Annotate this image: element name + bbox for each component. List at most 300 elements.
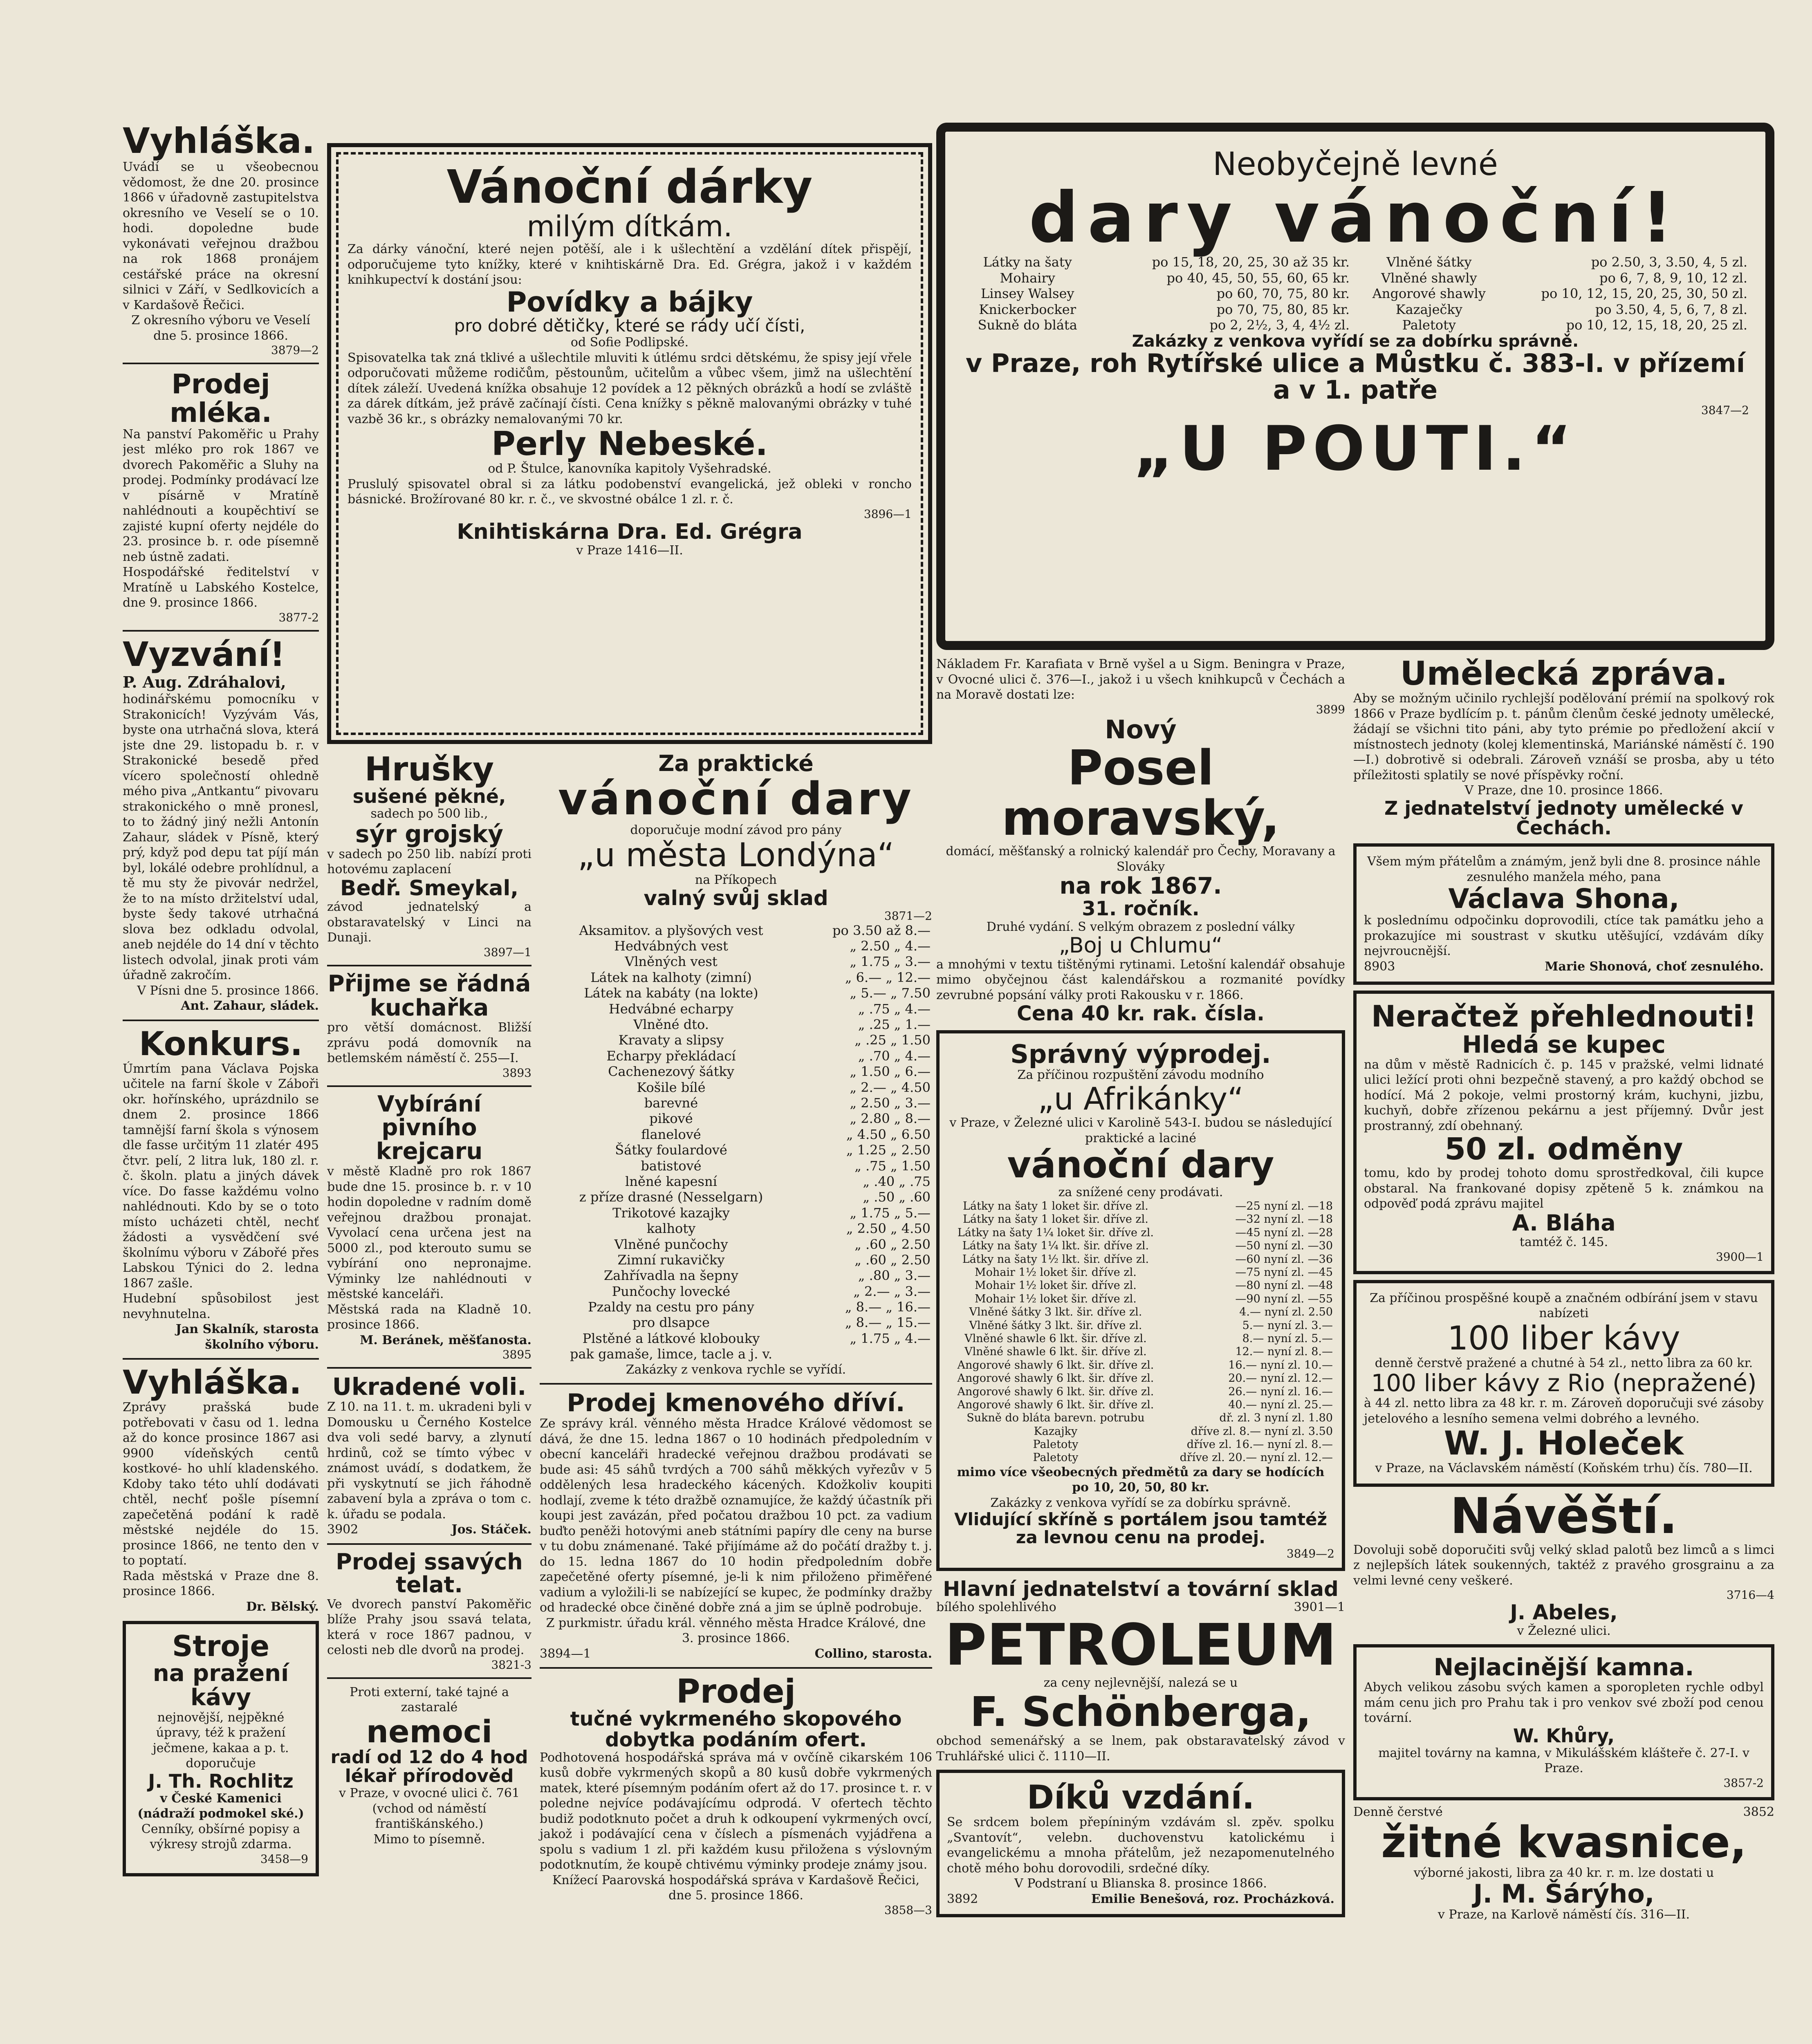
divider — [327, 965, 531, 966]
darky-subheading: milým dítkám. — [527, 209, 733, 243]
item-name: Paletoty — [1033, 1451, 1079, 1464]
price-row — [540, 954, 932, 969]
right-subcol-right — [1353, 654, 1774, 1923]
price-row — [947, 1332, 1334, 1345]
drivi-footer — [540, 1646, 932, 1662]
column-left — [123, 123, 319, 2044]
item-name: Trikotové kazajky — [612, 1205, 730, 1221]
item-price: „ 2.80 „ 8.— — [850, 1111, 931, 1127]
dary-shop-name: „U POUTI.“ — [1133, 413, 1577, 484]
item-name: Látky na šaty — [983, 254, 1072, 270]
vyprodej-address: v Praze, v Železné ulici v Karolině 543-I. budou se následující praktické a laciné — [949, 1116, 1332, 1145]
dobytka-subheading: tučné vykrmeného skopového dobytka podáním ofert. — [570, 1708, 902, 1751]
item-price: —75 nyní zl. —45 — [1235, 1266, 1333, 1279]
item-price: „ .25 „ 1.50 — [854, 1032, 931, 1048]
petroleum-name: F. Schönberga, — [970, 1688, 1312, 1736]
price-row — [540, 1205, 932, 1221]
price-row — [1359, 302, 1749, 317]
item-price: „ 5.— „ 7.50 — [850, 985, 931, 1001]
londyn-heading: vánoční dary — [558, 772, 914, 825]
item-price: „ 1.25 „ 2.50 — [846, 1142, 931, 1158]
price-row — [540, 1158, 932, 1174]
petroleum-intro: Hlavní jednatelství a tovární sklad — [943, 1577, 1339, 1601]
item-price: „ 2.50 „ 3.— — [850, 1095, 931, 1111]
shon-text2: k poslednímu odpočinku doprovodili, ctíce tak památku jeho a prokazujíce mi soustrast v skutku utěšující, vzdávám díky nejvroucnější. — [1364, 913, 1764, 959]
item-name: Pzaldy na cestu pro pány — [588, 1299, 754, 1315]
posel-intro-number: 3899 — [1316, 702, 1345, 716]
price-row — [540, 1252, 932, 1268]
vyhlaska-text: Uvádí se u všeobecnou vědomost, že dne 20. prosince 1866 v úřadovně zastupitelstva okresního ve Veselí se o 10. hodi. dopoledne bude vykonávati veřejnou dražbou na rok 1868 pronájem cestářské práce na okresní silnici v Září, v Sedlkovicích a v Kardašově Řečici. — [123, 160, 319, 312]
drivi-text: Ze správy král. věnného města Hradce Králové vědomost se dává, že dne 15. ledna 1867 o 10 hodinách předpoledním v obecní kanceláři hradecké veřejnou dražbou prodávati se bude asi: 45 sáhů tvrdých a 700 sáhů měkkých vyřezův v 5 oddělených lesa hradeckého kácených. Kdožkoliv koupiti hodlají, zveme k této dražbě oznamujíce, že každý účastník při koupi jest zavázán, před počatou dražbou 10 pct. za vadium buďto peněži hotovými aneb státními papíry dle ceny na burse v tu dobu známenané. Také přijímáme až do počátí dražby t. j. do 15. ledna 1867 do 10 hodin předpoledním dobře zapečetěné oferty písemné, je-li k nim přiloženo přiměřené vadium a vyložili-li se nabízející se kupec, že podmínky dražby od hradecké obce činěné dobře zná a jim se úplně podrobuje. — [540, 1416, 932, 1615]
price-row — [1359, 317, 1749, 333]
price-row — [540, 1237, 932, 1252]
diku-signature: V Podstraní u Blianska 8. prosince 1866. — [1014, 1876, 1267, 1891]
item-name: Vlněné dto. — [633, 1017, 709, 1033]
povidky-text: Spisovatelka tak zná tklivé a ušlechtile mluviti k útlému srdci dětskému, že spisy její vřele odporučovati můžeme rodičům, pěstounům, učitelům a vůbec všem, jimž na ušlechtění dítek záleží. Uvedená knížka obsahuje 12 povídek a 12 pěkných obrázků a hodí se zvláště za dárek dítkám, jež právě začínají čísti. Cena knížky s pěkně malovanými obrázky v tuhé vazbě 36 kr., s obrázky nemalovanými 70 kr. — [348, 350, 912, 426]
item-price: 4.— nyní zl. 2.50 — [1239, 1306, 1333, 1319]
price-row — [947, 1399, 1334, 1412]
dary-lists — [962, 254, 1749, 333]
vybirani-name: M. Beránek, měšťanosta. — [360, 1333, 531, 1347]
item-name: Látky na šaty 1½ lkt. šir. dříve zl. — [962, 1253, 1149, 1266]
price-row — [962, 302, 1351, 317]
item-name: Aksamitov. a plyšových vest — [579, 922, 763, 938]
navesti-number: 3716—4 — [1726, 1588, 1774, 1602]
item-name: Košile bílé — [637, 1079, 706, 1095]
umel-name: Z jednatelství jednoty umělecké v Čechách. — [1384, 797, 1744, 839]
shon-text: Všem mým přátelům a známým, jenž byli dne 8. prosince náhle zesnulého manžela mého, pana — [1367, 854, 1761, 884]
ssavych-heading: Prodej ssavých telat. — [336, 1549, 523, 1598]
perly-number: 3896—1 — [863, 507, 912, 521]
item-name: lněné kapesní — [625, 1173, 717, 1189]
item-price: „ .75 „ 4.— — [858, 1001, 931, 1017]
item-name: z příze drasné (Nesselgarn) — [579, 1189, 763, 1205]
prodej-mleka-number: 3877-2 — [278, 610, 319, 624]
item-name: Kazajky — [1034, 1425, 1078, 1438]
item-name: Paletoty — [1402, 317, 1456, 333]
divider — [123, 1358, 319, 1360]
londyn-sklad: valný svůj sklad — [644, 886, 828, 910]
odmena-text: tomu, kdo by prodej tohoto domu sprostředkoval, čili kupce obstaral. Na frankované dopisy zpěteně 5 k. známkou na odpověď podá zprávu majitel — [1364, 1166, 1764, 1211]
syr-text: v sadech po 250 lib. nabízí proti hotovému zaplacení — [327, 847, 531, 877]
price-row — [947, 1239, 1334, 1253]
price-row — [540, 970, 932, 985]
neracte-subheading: Hledá se kupec — [1462, 1030, 1666, 1058]
price-row — [947, 1412, 1334, 1425]
kava-heading-2: 100 liber kávy z Rio (nepražené) — [1371, 1369, 1757, 1397]
perly-author: od P. Štulce, kanovníka kapitoly Vyšehradské. — [488, 462, 771, 476]
kvasnice-name: J. M. Šárýho, — [1473, 1879, 1655, 1909]
vyzvani-text: hodinářskému pomocníku v Strakonicích! Vyzývám Vás, byste ona utrhačná slova, která jste dne 29. listopadu b. r. v Strakonické besedě před vícero společností ohledně mého piva „Antkantu“ pivovaru strakonického o mně pronesl, to to žádný jiný nežli Antonín Zahaur, sládek v Písně, který prý, když pod depu tat píjí mán byl, lokálé odebre prohlídnul, a tě mu sty že pivovár nedržel, že to na místo držitelství udal, byste šedy takové utrhačná slova bez odkladu odvolal, aneb nejdéle do 14 dní v těchto listech odvolal, jinak proti vám úřadně zakročím. — [123, 692, 319, 983]
vyhlaska-number: 3879—2 — [271, 343, 319, 357]
umel-text: Aby se možným učinilo rychlejší podělování prémií na spolkový rok 1866 v Praze bydlícím p. t. pánům členům české jednoty umělecké, žádají se všichni tito páni, aby tyto prémie po předložení akcií v místnostech jednoty (kolej klementinská, Mariánské náměstí č. 190—I.) dobrotivě si odebrali. Zároveň vznáší se prosba, aby u této příležitosti splatily se nové příspěvky roční. — [1353, 691, 1774, 782]
price-row — [947, 1319, 1334, 1332]
item-price: po 40, 45, 50, 55, 60, 65 kr. — [1166, 270, 1350, 286]
item-price: 8.— nyní zl. 5.— — [1242, 1332, 1333, 1345]
item-price: „ .60 „ 2.50 — [854, 1236, 931, 1252]
prodej-mleka-heading: Prodej mléka. — [170, 368, 272, 428]
vyprodej-ad — [936, 1030, 1345, 1571]
ukradene-heading: Ukradené voli. — [332, 1373, 527, 1401]
stroje-note: Cenníky, obšírné popisy a výkresy strojů zdarma. — [141, 1822, 301, 1852]
item-name: Knickerbocker — [979, 301, 1076, 317]
petroleum-number: 3901—1 — [1294, 1600, 1345, 1615]
londyn-price-list — [540, 923, 932, 1362]
item-name: Vlněné punčochy — [614, 1236, 728, 1252]
right-split — [936, 654, 1774, 1923]
diku-number: 3892 — [947, 1892, 978, 1906]
item-price: „ 2.50 „ 4.— — [850, 938, 931, 954]
petroleum-heading: PETROLEUM — [944, 1611, 1337, 1679]
price-row — [540, 1299, 932, 1315]
shon-signature: Marie Shonová, choť zesnulého. — [1545, 959, 1764, 974]
odmena-name: A. Bláha — [1512, 1210, 1616, 1236]
vybirani-subheading: pivního krejcaru — [376, 1114, 483, 1165]
middle-subcol-right — [540, 752, 932, 1917]
price-row — [962, 286, 1351, 301]
drivi-signature: Z purkmistr. úřadu král. věnného města Hradce Králové, dne 3. prosince 1866. — [546, 1616, 926, 1646]
vyzvani-recipient: P. Aug. Zdráhalovi, — [123, 672, 286, 691]
item-price: po 10, 12, 15, 18, 20, 25 zl. — [1566, 317, 1747, 333]
item-price: 26.— nyní zl. 16.— — [1228, 1385, 1333, 1398]
item-name: Angorové shawly — [1372, 286, 1486, 302]
item-price: „ 4.50 „ 6.50 — [846, 1126, 931, 1142]
item-name: Zimní rukavičky — [617, 1252, 725, 1268]
item-name: Vlněných vest — [625, 954, 718, 970]
umel-heading: Umělecká zpráva. — [1400, 654, 1728, 693]
price-row — [947, 1385, 1334, 1399]
stroje-name: J. Th. Rochlitz — [148, 1770, 294, 1792]
ukradene-text: Z 10. na 11. t. m. ukradeni byli v Domousku u Černého Kostelce dva voli sedé barvy, a zlynutí hrdinů, což se tímto výbec v známost uvádí, s dodatkem, že při vyskytnutí se jich řáhodně zabavení byla a zpráva o tom c. k. úřadu se podala. — [327, 1400, 531, 1522]
price-row — [540, 1284, 932, 1299]
kvasnice-address: v Praze, na Karlově náměstí čís. 316—II. — [1437, 1907, 1690, 1922]
kvasnice-text: výborné jakosti, libra za 40 kr. r. m. lze dostati u — [1413, 1865, 1714, 1880]
vyprodej-note: mimo více všeobecných předmětů za dary se hodících po 10, 20, 50, 80 kr. — [957, 1465, 1325, 1495]
ukradene-name: Jos. Stáček. — [451, 1522, 531, 1537]
item-name: Látek na kalhoty (zimní) — [590, 969, 752, 985]
item-price: „ 8.— „ 16.— — [845, 1299, 931, 1315]
divider — [327, 1543, 531, 1545]
divider — [540, 1667, 932, 1669]
price-row — [947, 1345, 1334, 1358]
item-price: „ .80 „ 3.— — [858, 1268, 931, 1284]
umel-signature: V Praze, dne 10. prosince 1866. — [1464, 783, 1663, 798]
item-price: 16.— nyní zl. 10.— — [1228, 1358, 1333, 1372]
kamna-address: majitel továrny na kamna, v Mikulášském klášteře č. 27-I. v Praze. — [1378, 1746, 1749, 1776]
price-row — [947, 1425, 1334, 1438]
price-row — [540, 1142, 932, 1158]
item-price: po 3.50, 4, 5, 6, 7, 8 zl. — [1595, 301, 1747, 317]
kvasnice-number: 3852 — [1743, 1804, 1774, 1819]
price-row — [540, 1048, 932, 1064]
dobytka-heading: Prodej — [676, 1672, 796, 1711]
dary-address: v Praze, roh Rytířské ulice a Můstku č. 383-I. v přízemí a v 1. patře — [965, 348, 1745, 405]
item-price: „ 2.— „ 3.— — [853, 1283, 931, 1299]
item-name: Vlněné šátky 3 lkt. šir. dříve zl. — [969, 1306, 1142, 1319]
price-row — [947, 1451, 1334, 1464]
kava-sub-1: denně čerstvě pražené a chutné à 54 zl., netto libra za 60 kr. — [1375, 1356, 1753, 1370]
povidky-heading: Povídky a bájky — [506, 286, 753, 318]
vyprodej-heading: Správný výprodej. — [1010, 1039, 1271, 1069]
divider — [327, 1367, 531, 1369]
prodej-mleka-signature: Hospodářské ředitelství v Mratíně u Labského Kostelce, dne 9. prosince 1866. — [123, 565, 319, 610]
item-name: Mohair 1½ loket šir. dříve zl. — [975, 1279, 1137, 1292]
item-name: Látky na šaty 1 loket šir. dříve zl. — [962, 1200, 1148, 1213]
item-price: 40.— nyní zl. 25.— — [1228, 1398, 1333, 1411]
nemoci-intro: Proti externí, také tajné a zastaralé — [350, 1685, 509, 1715]
price-row — [540, 1017, 932, 1032]
column-right — [936, 123, 1774, 2044]
dary-list-right — [1359, 254, 1749, 333]
kamna-heading: Nejlacinější kamna. — [1433, 1653, 1694, 1681]
price-row — [947, 1226, 1334, 1239]
vyhlaska-heading: Vyhláška. — [123, 123, 315, 161]
price-row — [1359, 286, 1749, 301]
drivi-name: Collino, starosta. — [814, 1646, 932, 1661]
odmena-heading: 50 zl. odměny — [1444, 1132, 1683, 1167]
divider — [123, 630, 319, 632]
item-price: po 10, 12, 15, 20, 25, 30, 50 zl. — [1541, 286, 1747, 302]
item-price: po 60, 70, 75, 80 kr. — [1216, 286, 1350, 302]
item-price: „ .40 „ .75 — [863, 1173, 931, 1189]
item-name: pro dlsapce — [632, 1315, 710, 1331]
dobytka-number: 3858—3 — [884, 1903, 932, 1917]
item-price: —25 nyní zl. —18 — [1235, 1200, 1333, 1213]
item-name: Látky na šaty 1¼ lkt. šir. dříve zl. — [962, 1239, 1149, 1253]
item-name: Vlněné shawle 6 lkt. šir. dříve zl. — [964, 1332, 1147, 1345]
londyn-intro: Za praktické — [658, 751, 814, 776]
item-name: Hedvábné echarpy — [608, 1001, 734, 1017]
price-row — [540, 1080, 932, 1095]
item-name: Paletoty — [1033, 1438, 1079, 1451]
price-row — [540, 923, 932, 938]
item-name: Hedvábných vest — [614, 938, 728, 954]
item-price: po 2, 2½, 3, 4, 4½ zl. — [1209, 317, 1350, 333]
item-price: —80 nyní zl. —48 — [1235, 1279, 1333, 1292]
item-name: Plstěné a látkové klobouky — [582, 1330, 760, 1346]
column-middle — [327, 143, 932, 2044]
vybirani-signature: Městská rada na Kladně 10. prosince 1866. — [327, 1302, 531, 1332]
item-name: Sukně do bláta barevn. potrubu — [967, 1412, 1145, 1425]
vyhlaska-signature: Z okresního výboru ve Veselí dne 5. prosince 1866. — [131, 313, 310, 343]
item-price: —90 nyní zl. —55 — [1235, 1292, 1333, 1305]
hrusky-heading: Hrušky — [364, 750, 494, 788]
smeykal-text: závod jednatelský a obstaravatelský v Linci na Dunaji. — [327, 900, 531, 945]
posel-heading: Posel moravský, — [1001, 739, 1280, 847]
diku-heading: Díků vzdání. — [1027, 1778, 1255, 1817]
stroje-address: v České Kamenici (nádraží podmokel ské.) — [137, 1791, 304, 1821]
item-name: Látky na šaty 1¼ loket šir. dříve zl. — [957, 1226, 1154, 1239]
item-price: „ 1.75 „ 3.— — [850, 954, 931, 970]
vyzvani-signature: V Písni dne 5. prosince 1866. — [137, 983, 319, 998]
dary-list-left — [962, 254, 1351, 333]
price-row — [540, 1331, 932, 1346]
kucharka-number: 3893 — [502, 1066, 531, 1080]
item-name: Vlněné shawle 6 lkt. šir. dříve zl. — [964, 1345, 1147, 1358]
dobytka-signature: Knížecí Paarovská hospodářská správa v Kardašově Řečici, dne 5. prosince 1866. — [552, 1873, 920, 1903]
item-name: Cachenezový šátky — [608, 1064, 734, 1080]
item-price: „ 1.75 „ 5.— — [850, 1205, 931, 1221]
item-price: „ .50 „ .60 — [863, 1189, 931, 1205]
price-row — [947, 1438, 1334, 1451]
item-name: Angorové shawly 6 lkt. šir. dříve zl. — [957, 1372, 1154, 1385]
stroje-number: 3458—9 — [260, 1852, 308, 1866]
item-price: —50 nyní zl. —30 — [1235, 1239, 1333, 1253]
item-price: „ 8.— „ 15.— — [845, 1315, 931, 1331]
odmena-address: tamtéž č. 145. — [1519, 1235, 1608, 1250]
item-price: dříve zl. 20.— nyní zl. 12.— — [1180, 1451, 1333, 1464]
vybirani-heading: Vybírání — [377, 1091, 482, 1117]
petroleum-sub: bílého spolehlivého — [936, 1600, 1056, 1615]
vybirani-text: v městě Kladně pro rok 1867 bude dne 15. prosince b. r. v 10 hodin dopoledne v radním domě veřejnou dražbou pronajat. Vyvolací cena určena jest na 5000 zl., pod kterouto sumu se vybírání ono nepronajme. Výminky lze nahlédnouti v městské kanceláři. — [327, 1164, 531, 1302]
navesti-name: J. Abeles, — [1510, 1600, 1618, 1625]
perly-heading: Perly Nebeské. — [491, 425, 768, 463]
price-row — [540, 1221, 932, 1236]
posel-cena: Cena 40 kr. rak. čísla. — [1017, 1002, 1265, 1026]
kupec-ad — [1353, 991, 1774, 1274]
item-name: batistové — [641, 1158, 702, 1174]
vyhlaska2-name: Dr. Bělský. — [246, 1599, 319, 1614]
vyzvani-heading: Vyzvání! — [123, 635, 285, 674]
item-price: „ 2.— „ 4.50 — [850, 1079, 931, 1095]
drivi-heading: Prodej kmenového dříví. — [567, 1389, 905, 1418]
item-price: —60 nyní zl. —36 — [1235, 1253, 1333, 1266]
price-row — [540, 938, 932, 954]
kamna-text: Abych velikou zásobu svých kamen a sporopleten rychle odbyl mám cenu jich pro Prahu tak i pro venkov své zboží pod cenou tovární. — [1364, 1680, 1764, 1726]
price-row — [540, 1095, 932, 1111]
neracte-text: na dům v městě Radnicích č. p. 145 v pražské, velmi lidnaté ulici ležící proti ohni bezpečně stavený, a pro každý obchod se hodící. Má 2 pokoje, velmi prostorný krám, kuchyni, jizbu, kuchyň, dobře zřízenou pekárnu a jest příjemný. Dvůr jest prostranný, zdí obehnaný. — [1364, 1057, 1764, 1133]
price-row — [947, 1266, 1334, 1279]
price-row — [540, 985, 932, 1001]
item-name: Mohair 1½ loket šir. dříve zl. — [975, 1266, 1137, 1279]
item-price: po 6, 7, 8, 9, 10, 12 zl. — [1599, 270, 1747, 286]
price-row — [540, 1001, 932, 1017]
item-price: po 2.50, 3, 3.50, 4, 5 zl. — [1591, 254, 1747, 270]
petroleum-ad — [936, 1578, 1345, 1764]
item-price: dříve zl. 16.— nyní zl. 8.— — [1186, 1438, 1333, 1451]
item-price: po 70, 75, 80, 85 kr. — [1216, 301, 1350, 317]
price-row — [962, 317, 1351, 333]
vyprodej-dary: vánoční dary — [1007, 1143, 1274, 1187]
shon-ad — [1353, 843, 1774, 985]
vyhlaska2-text: Zprávy prašská bude potřebovati v času od 1. ledna až do konce prosince 1867 asi 9900 vídeňských centů kostkové- ho uhlí kladenského. Kdoby tako této uhlí dodávati chtěl, nechť pošle písemní zapečetěná podání k radě městské nejdéle do 15. prosince 1866, ne tento den v to poptatí. — [123, 1400, 319, 1568]
vyzvani-name: Ant. Zahaur, sládek. — [181, 999, 319, 1013]
vanocni-darky-ad — [327, 143, 932, 744]
nemoci-address: v Praze, v ovocné ulici č. 761 (vchod od náměstí františkánského.) — [339, 1786, 520, 1831]
price-row — [1359, 270, 1749, 286]
price-row — [540, 1174, 932, 1189]
knihtiskarna-address: v Praze 1416—II. — [576, 543, 683, 558]
divider — [123, 363, 319, 364]
kava-text: Za příčinou prospěšné koupě a značném odbírání jsem v stavu nabízeti — [1370, 1291, 1758, 1321]
vyprodej-sub: za snížené ceny prodávati. — [1058, 1185, 1223, 1199]
item-price: „ 2.50 „ 4.50 — [846, 1221, 931, 1237]
londyn-name: „u města Londýna“ — [577, 836, 895, 874]
konkurs-text: Úmrtím pana Václava Pojska učitele na farní škole v Záboři okr. hořínského, uprázdnilo se dnem 2. prosince 1866 tamnější farní škola s výnosem dle fasse určitým 11 zlatér 495 čtvr. pelí, 2 litra luk, 180 zl. r. č. školn. platu a jiných dávek více. Do fasse každému volno nahlédnouti. Kdo by se o toto místo ucházeti chtěl, nechť žádosti a vysvědčení své školnímu výboru v Zábořé přes Labskou Týnici do 2. ledna 1867 zašle. — [123, 1061, 319, 1291]
price-row — [962, 254, 1351, 270]
price-row — [540, 1111, 932, 1126]
vyprodej-price-list — [947, 1200, 1334, 1465]
divider — [327, 1677, 531, 1679]
konkurs-heading: Konkurs. — [139, 1024, 303, 1063]
hrusky-subheading: sušené pěkné, — [352, 785, 506, 807]
middle-split — [327, 752, 932, 1917]
darky-heading: Vánoční dárky — [446, 161, 813, 214]
item-price: 12.— nyní zl. 8.— — [1235, 1345, 1333, 1358]
item-name: pak gamaše, limce, tacle a j. v. — [570, 1346, 772, 1362]
ukradene-number: 3902 — [327, 1522, 359, 1537]
item-price: 20.— nyní zl. 12.— — [1228, 1372, 1333, 1385]
smeykal-name: Bedř. Smeykal, — [340, 876, 519, 901]
darky-text: Za dárky vánoční, které nejen potěší, ale i k ušlechtění a vzdělání dítek přispějí, odporučujeme tyto knížky, které v knihtiskárně Dra. Ed. Grégra, jakož i v každém knihkupectví k dostání jsou: — [348, 242, 912, 287]
navesti-heading: Návěští. — [1450, 1488, 1678, 1545]
posel-boj: „Boj u Chlumu“ — [1058, 933, 1223, 958]
nemoci-heading: nemoci — [366, 1713, 493, 1750]
posel-intro: Nákladem Fr. Karafiata v Brně vyšel a u Sigm. Beningra v Praze, v Ovocné ulici č. 376—I., jakož i u všech knihkupců v Čechách a na Moravě dostati lze: — [936, 657, 1345, 702]
item-price: 5.— nyní zl. 3.— — [1242, 1319, 1333, 1332]
item-name: Angorové shawly 6 lkt. šir. dříve zl. — [957, 1385, 1154, 1398]
posel-year: na rok 1867. — [1059, 873, 1222, 900]
kava-address: v Praze, na Václavském náměstí (Koňském trhu) čís. 780—II. — [1375, 1461, 1753, 1476]
syr-heading: sýr grojský — [355, 820, 503, 848]
dobytka-text: Podhotovená hospodářská správa má v ovčíně cikarském 106 kusů dobře vykrmených skopů a 80 kusů dobře vykrmených matek, které písemným podáním ofert až do 17. prosince t. r. v poledne nejvíce podávajícímu odprodá. V ofertech těchto budiž podotknuto počet a druh k odkoupení vykrmených ovcí, jakož i podávající cena v číslech a písmenách vyjádřena a spolu s vadium 1 zl. při každém kusu přiložena s výslovným podotknutím, že koupě chtivému výminky prodeje známy jsou. — [540, 1750, 932, 1872]
petroleum-address: obchod semenářský a se lnem, pak obstaravatelský závod v Truhlářské ulici č. 1110—II. — [936, 1734, 1345, 1764]
dary-note: Zakázky z venkova vyřídí se za dobírku správně. — [1132, 332, 1579, 351]
price-row — [947, 1279, 1334, 1292]
dary-heading: dary vánoční! — [1029, 177, 1682, 258]
kucharka-text: pro větší domácnost. Bližší zprávu podá domovník na betlemském náměstí č. 255—I. — [327, 1020, 531, 1066]
price-row — [947, 1200, 1334, 1213]
posel-text: domácí, měšťanský a rolnický kalendář pro Čechy, Moravany a Slováky — [946, 844, 1336, 874]
londyn-place: na Příkopech — [695, 872, 777, 887]
smeykal-number: 3897—1 — [483, 945, 531, 959]
item-name: kalhoty — [646, 1221, 696, 1237]
konkurs-name: Jan Skalník, starosta školního výboru. — [175, 1322, 319, 1352]
vyprodej-text: Za příčinou rozpuštění závodu modního — [1017, 1067, 1264, 1082]
item-name: pikové — [649, 1111, 693, 1127]
kava-heading-1: 100 liber kávy — [1447, 1319, 1680, 1357]
item-price: po 15, 18, 20, 25, 30 až 35 kr. — [1152, 254, 1350, 270]
item-name: Šátky foulardové — [615, 1142, 727, 1158]
kucharka-heading: Přijme se řádná kuchařka — [327, 970, 531, 1021]
prodej-mleka-text: Na panství Pakoměřic u Prahy jest mléko pro rok 1867 ve dvorech Pakoměřic a Sluhy na prodej. Podmínky prodávací lze v písárně v Mratíně nahlédnouti a koupěchtiví se zajisté kupní oferty nejdéle do 23. prosince b. r. ode písemně neb ústně zadati. — [123, 427, 319, 564]
londyn-recommends: doporučuje modní závod pro pány — [630, 823, 842, 838]
item-price: „ .25 „ 1.— — [858, 1017, 931, 1033]
item-name: Sukně do bláta — [978, 317, 1077, 333]
item-price: —45 nyní zl. —28 — [1235, 1226, 1333, 1239]
price-row — [962, 270, 1351, 286]
item-name: Látky na šaty 1 loket šir. dříve zl. — [962, 1213, 1148, 1226]
item-price: „ 1.75 „ 4.— — [850, 1330, 931, 1346]
kava-sub-2: à 44 zl. netto libra za 48 kr. r. m. Zároveň doporučuji své zásoby jetelového a lesního semena velmi dobrého a levného. — [1364, 1396, 1764, 1426]
kava-name: W. J. Holeček — [1444, 1424, 1684, 1463]
price-row — [540, 1189, 932, 1205]
shon-name: Václava Shona, — [1448, 883, 1680, 915]
kamna-number: 3857-2 — [1723, 1776, 1764, 1790]
middle-subcol-left — [327, 752, 531, 1917]
ssavych-text: Ve dvorech panství Pakoměřic blíže Prahy jsou ssavá telata, která v roce 1867 padnou, v celosti neb dle dvorů na prodej. — [327, 1597, 531, 1658]
item-name: Vlněné šátky 3 lkt. šir. dříve zl. — [969, 1319, 1142, 1332]
navesti-address: v Železné ulici. — [1517, 1623, 1611, 1638]
petroleum-text: za ceny nejlevnější, nalezá se u — [1043, 1675, 1238, 1690]
perly-text: Pruslulý spisovatel obral si za látku podobenství evangelická, jež obleki v roncho básnické. Brožírované 80 kr. r. č., ve skvostné obálce 1 zl. r. č. — [348, 477, 912, 507]
shon-number: 8903 — [1364, 959, 1395, 974]
kava-ad — [1353, 1280, 1774, 1487]
price-row — [947, 1306, 1334, 1319]
item-name: Vlněné shawly — [1381, 270, 1477, 286]
londyn-ad — [540, 752, 932, 1377]
item-name: Echarpy překládací — [606, 1048, 736, 1064]
